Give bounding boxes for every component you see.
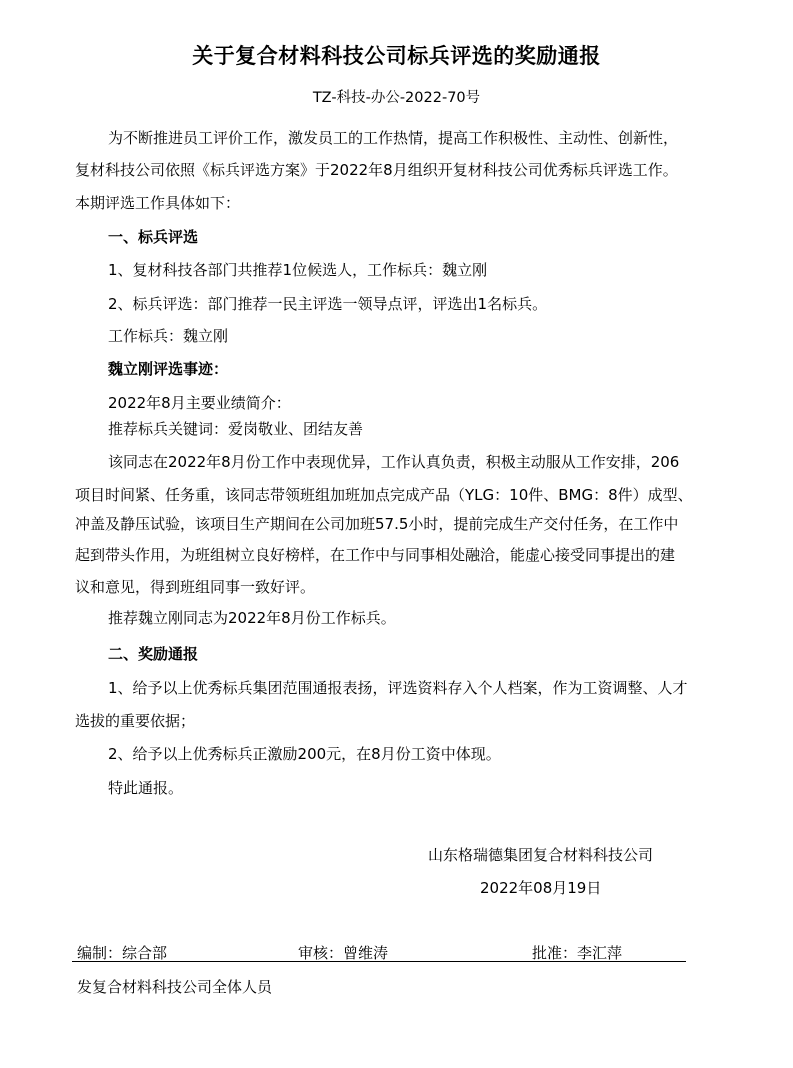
section2-item-1-line-2: 选拔的重要依据；	[75, 712, 196, 730]
issuing-company: 山东格瑞德集团复合材料科技公司	[428, 846, 654, 864]
deeds-body-line-3: 冲盖及静压试验，该项目生产期间在公司加班57.5小时，提前完成生产交付任务，在工作中	[75, 515, 679, 533]
section2-heading: 二、奖励通报	[108, 645, 199, 663]
reviewed-by: 审核：曾维涛	[298, 944, 389, 962]
deeds-keywords: 推荐标兵关键词：爱岗敬业、团结友善	[108, 420, 364, 438]
deeds-summary: 2022年8月主要业绩简介：	[108, 394, 291, 412]
section2-item-1-line-1: 1、给予以上优秀标兵集团范围通报表扬，评选资料存入个人档案，作为工资调整、人才	[108, 679, 688, 697]
deeds-heading: 魏立刚评选事迹：	[108, 360, 229, 378]
compiled-by: 编制：综合部	[77, 944, 168, 962]
document-title: 关于复合材料科技公司标兵评选的奖励通报	[192, 44, 601, 68]
document-number: TZ-科技-办公-2022-70号	[312, 90, 481, 106]
distribution-list: 发复合材料科技公司全体人员	[77, 978, 273, 996]
intro-line-1: 为不断推进员工评价工作，激发员工的工作热情，提高工作积极性、主动性、创新性，	[108, 129, 679, 147]
section1-item-1: 1、复材科技各部门共推荐1位候选人，工作标兵：魏立刚	[108, 261, 488, 279]
issue-date: 2022年08月19日	[480, 879, 602, 897]
section1-item-2: 2、标兵评选：部门推荐一民主评选一领导点评，评选出1名标兵。	[108, 295, 548, 313]
deeds-body-line-4: 起到带头作用，为班组树立良好榜样，在工作中与同事相处融洽，能虚心接受同事提出的建	[75, 546, 676, 564]
section2-item-2: 2、给予以上优秀标兵正激励200元，在8月份工资中体现。	[108, 745, 501, 763]
approved-by: 批准：李汇萍	[532, 944, 623, 962]
footer-divider	[72, 961, 686, 962]
deeds-body-line-5: 议和意见，得到班组同事一致好评。	[75, 578, 316, 596]
intro-line-3: 本期评选工作具体如下：	[75, 194, 241, 212]
deeds-body-line-2: 项目时间紧、任务重，该同志带领班组加班加点完成产品（YLG：10件、BMG：8件）成型、	[75, 486, 693, 504]
deeds-body-line-1: 该同志在2022年8月份工作中表现优异，工作认真负责，积极主动服从工作安排，206	[108, 453, 680, 471]
closing-text: 特此通报。	[108, 779, 184, 797]
intro-line-2: 复材科技公司依照《标兵评选方案》于2022年8月组织开复材科技公司优秀标兵评选工作。	[75, 161, 678, 179]
work-model-winner: 工作标兵：魏立刚	[108, 327, 229, 345]
section1-heading: 一、标兵评选	[108, 228, 199, 246]
recommendation: 推荐魏立刚同志为2022年8月份工作标兵。	[108, 609, 396, 627]
